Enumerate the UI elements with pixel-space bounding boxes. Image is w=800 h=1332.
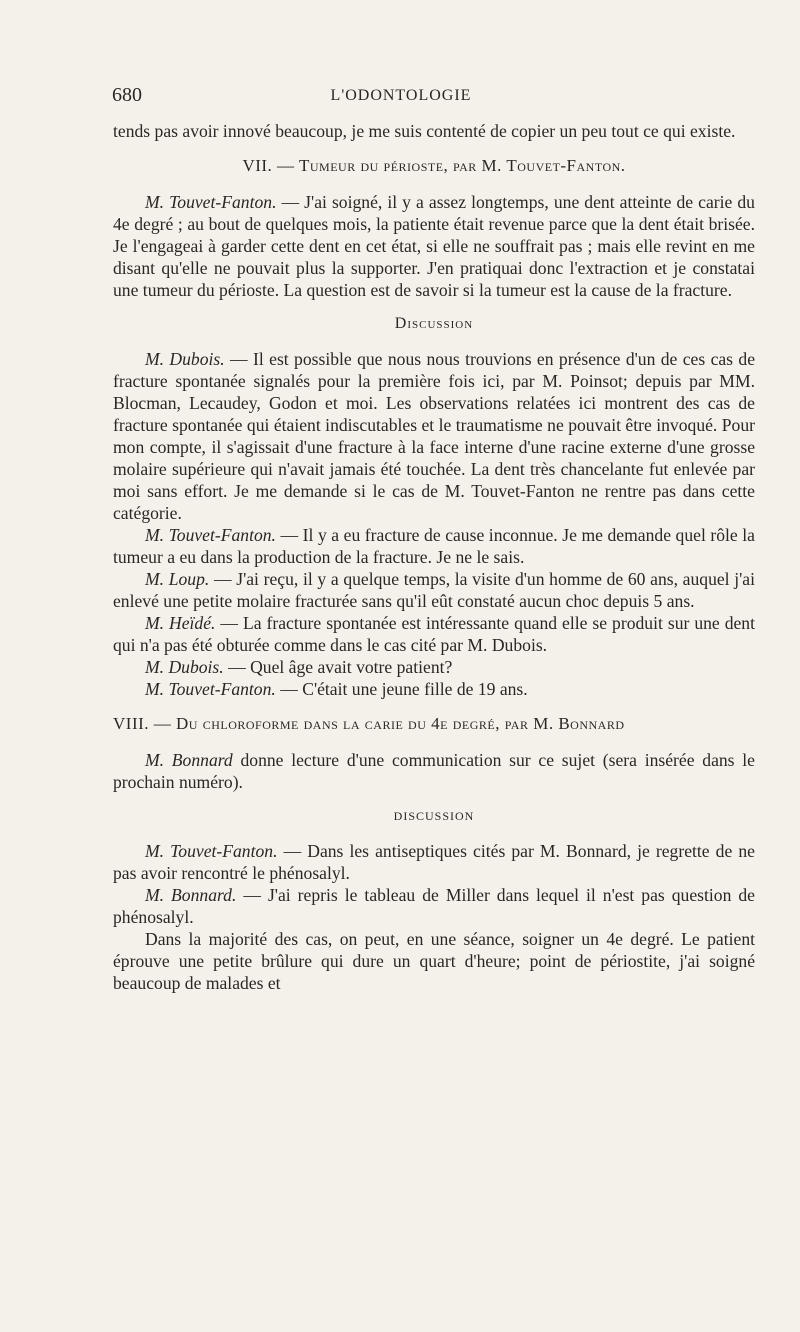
paragraph	[113, 348, 755, 524]
page-number: 680	[112, 84, 142, 106]
paragraph-text: — J'ai reçu, il y a quelque temps, la visite d'un homme de 60 ans, auquel j'ai enlevé une petite molaire fracturée sans qu'il eût constaté aucun choc depuis 5 ans.	[113, 569, 755, 611]
speaker-name: M. Touvet-Fanton.	[145, 525, 276, 545]
paragraph-text: — J'ai soigné, il y a assez longtemps, une dent atteinte de carie du 4e degré ; au bout de quelques mois, la patiente était revenue parce que la dent était brisée. Je l'engageai à garder cette dent en cet état, si elle ne souffrait pas ; mais elle revint en me disant qu'elle ne pouvait plus la supporter. J'en pratiquai donc l'extraction et je constatai une tumeur du périoste. La question est de savoir si la tumeur est la cause de la fracture.	[113, 192, 755, 300]
paragraph	[113, 524, 755, 568]
speaker-name: M. Touvet-Fanton.	[145, 841, 278, 861]
speaker-name: M. Dubois.	[145, 349, 225, 369]
paragraph-text: donne lecture d'une communication sur ce sujet (sera insérée dans le prochain numéro).	[113, 750, 755, 792]
paragraph-text: — Quel âge avait votre patient?	[223, 657, 453, 677]
paragraph: tends pas avoir innové beaucoup, je me suis contenté de copier un peu tout ce qui existe.	[113, 121, 736, 141]
paragraph	[113, 678, 755, 700]
paragraph	[113, 568, 755, 612]
speaker-name: M. Dubois.	[145, 657, 224, 677]
running-title: L'ODONTOLOGIE	[330, 87, 472, 104]
discussion-heading: DISCUSSION	[393, 809, 475, 823]
paragraph	[113, 749, 755, 793]
speaker-name: M. Touvet-Fanton.	[145, 679, 276, 699]
speaker-name: M. Loup.	[145, 569, 210, 589]
paragraph-text: — Il est possible que nous nous trouvions en présence d'un de ces cas de fracture spontanée signalés pour la première fois ici, par M. Poinsot; depuis par MM. Blocman, Lecaudey, Godon et moi. Les observations relatées ici montrent des cas de fracture spontanée qui étaient indiscutables et le traumatisme ne pouvait être invoqué. Pour mon compte, il s'agissait d'une fracture à la face interne d'une racine externe d'une grosse molaire supérieure qui n'avait jamais été touchée. La dent très chancelante fut enlevée par moi sans effort. Je me demande si le cas de M. Touvet-Fanton ne rentre pas dans cette catégorie.	[113, 349, 756, 523]
paragraph-text: — C'était une jeune fille de 19 ans.	[275, 679, 528, 699]
discussion-heading: Discussion	[394, 315, 474, 332]
paragraph-text: — Il y a eu fracture de cause inconnue. Je me demande quel rôle la tumeur a eu dans la production de la fracture. Je ne le sais.	[113, 525, 755, 567]
paragraph: Dans la majorité des cas, on peut, en une séance, soigner un 4e degré. Le patient éprouve une petite brûlure qui dure un quart d'heure; point de périostite, j'ai soigné beaucoup de malades et	[113, 929, 755, 993]
paragraph-text: — La fracture spontanée est intéressante quand elle se produit sur une dent qui n'a pas été obturée comme dans le cas cité par M. Dubois.	[113, 613, 755, 655]
paragraph	[113, 612, 755, 656]
speaker-name: M. Bonnard	[145, 750, 233, 770]
page-header	[112, 84, 690, 110]
paragraph	[113, 884, 755, 928]
paragraph	[113, 840, 755, 884]
speaker-name: M. Touvet-Fanton.	[145, 192, 277, 212]
speaker-name: M. Bonnard.	[145, 885, 237, 905]
paragraph-text: — J'ai repris le tableau de Miller dans lequel il n'est pas question de phénosalyl.	[113, 885, 755, 927]
paragraph-text: — Dans les antiseptiques cités par M. Bonnard, je regrette de ne pas avoir rencontré le phénosalyl.	[113, 841, 755, 883]
paragraph	[113, 656, 755, 678]
body-text	[113, 120, 755, 994]
section-title-vii: VII. — Tumeur du périoste, par M. Touvet-Fanton.	[242, 156, 626, 175]
section-title-viii: VIII. — Du chloroforme dans la carie du 4e degré, par M. Bonnard	[113, 714, 625, 733]
paragraph	[113, 191, 755, 301]
speaker-name: M. Heïdé.	[145, 613, 216, 633]
